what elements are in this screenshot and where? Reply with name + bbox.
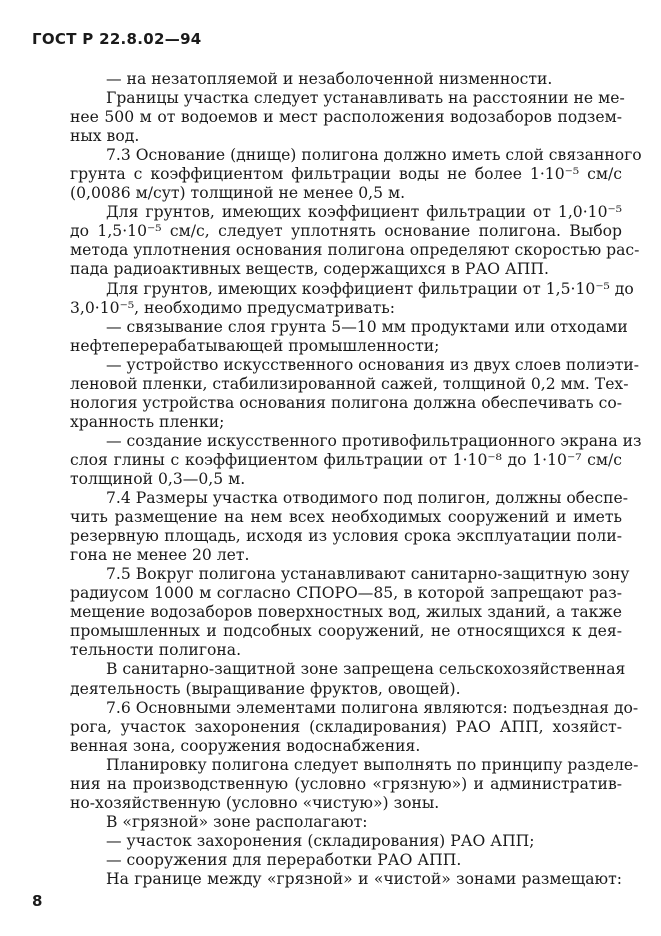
- text-line: — устройство искусственного основания из двух слоев полиэти-: [106, 355, 639, 374]
- text-line: нология устройства основания полигона должна обеспечивать со-: [70, 393, 622, 412]
- text-line: — сооружения для переработки РАО АПП.: [106, 850, 462, 869]
- text-line: Для грунтов, имеющих коэффициент фильтрации от 1,0·10⁻⁵: [106, 203, 622, 222]
- text-line: мещение водозаборов поверхностных вод, жилых зданий, а также: [70, 603, 622, 622]
- document-body: [70, 70, 642, 889]
- text-line: хранность пленки;: [70, 412, 225, 431]
- text-line: 7.4 Размеры участка отводимого под полигон, должны обеспе-: [106, 489, 629, 508]
- text-line: леновой пленки, стабилизированной сажей, толщиной 0,2 мм. Тех-: [70, 374, 629, 393]
- text-line: 7.6 Основными элементами полигона являются: подъездная до-: [106, 698, 639, 717]
- text-line: до 1,5·10⁻⁵ см/с, следует уплотнять основание полигона. Выбор: [70, 222, 622, 241]
- text-line: но-хозяйственную (условно «чистую») зоны.: [70, 793, 440, 812]
- text-line: чить размещение на нем всех необходимых сооружений и иметь: [70, 508, 622, 527]
- text-line: Для грунтов, имеющих коэффициент фильтрации от 1,5·10⁻⁵ до: [106, 279, 634, 298]
- text-line: гона не менее 20 лет.: [70, 546, 250, 565]
- text-line: ния на производственную (условно «грязную») и административ-: [70, 774, 622, 793]
- text-line: 3,0·10⁻⁵, необходимо предусматривать:: [70, 298, 396, 317]
- text-line: (0,0086 м/сут) толщиной не менее 0,5 м.: [70, 184, 406, 203]
- text-line: венная зона, сооружения водоснабжения.: [70, 736, 421, 755]
- text-line: радиусом 1000 м согласно СПОРО—85, в которой запрещают раз-: [70, 584, 622, 603]
- text-line: На границе между «грязной» и «чистой» зонами размещают:: [106, 869, 622, 888]
- text-line: пада радиоактивных веществ, содержащихся в РАО АПП.: [70, 260, 549, 279]
- text-line: деятельность (выращивание фруктов, овощей).: [70, 679, 461, 698]
- text-line: грунта с коэффициентом фильтрации воды не более 1·10⁻⁵ см/с: [70, 165, 622, 184]
- text-line: нее 500 м от водоемов и мест расположения водозаборов подзем-: [70, 108, 622, 127]
- text-line: промышленных и подсобных сооружений, не относящихся к дея-: [70, 622, 622, 641]
- text-line: рога, участок захоронения (складирования) РАО АПП, хозяйст-: [70, 717, 622, 736]
- text-line: В «грязной» зоне располагают:: [106, 812, 368, 831]
- text-line: 7.5 Вокруг полигона устанавливают санитарно-защитную зону: [106, 565, 630, 584]
- text-line: слоя глины с коэффициентом фильтрации от 1·10⁻⁸ до 1·10⁻⁷ см/с: [70, 450, 622, 469]
- text-line: тельности полигона.: [70, 641, 242, 660]
- text-line: В санитарно-защитной зоне запрещена сельскохозяйственная: [106, 660, 626, 679]
- standard-code-header: ГОСТ Р 22.8.02—94: [32, 30, 202, 48]
- text-line: 7.3 Основание (днище) полигона должно иметь слой связанного: [106, 146, 642, 165]
- text-line: — связывание слоя грунта 5—10 мм продуктами или отходами: [106, 317, 628, 336]
- page-number: 8: [32, 892, 43, 910]
- text-line: — участок захоронения (складирования) РАО АПП;: [106, 831, 535, 850]
- text-line: Границы участка следует устанавливать на расстоянии не ме-: [106, 89, 625, 108]
- text-line: ных вод.: [70, 127, 140, 146]
- text-line: толщиной 0,3—0,5 м.: [70, 469, 246, 488]
- text-line: — на незатопляемой и незаболоченной низменности.: [106, 70, 553, 88]
- text-line: резервную площадь, исходя из условия срока эксплуатации поли-: [70, 527, 622, 546]
- text-line: нефтеперерабатывающей промышленности;: [70, 336, 440, 355]
- text-line: метода уплотнения основания полигона определяют скоростью рас-: [70, 241, 640, 260]
- text-line: Планировку полигона следует выполнять по принципу разделе-: [106, 755, 639, 774]
- text-line: — создание искусственного противофильтрационного экрана из: [106, 431, 642, 450]
